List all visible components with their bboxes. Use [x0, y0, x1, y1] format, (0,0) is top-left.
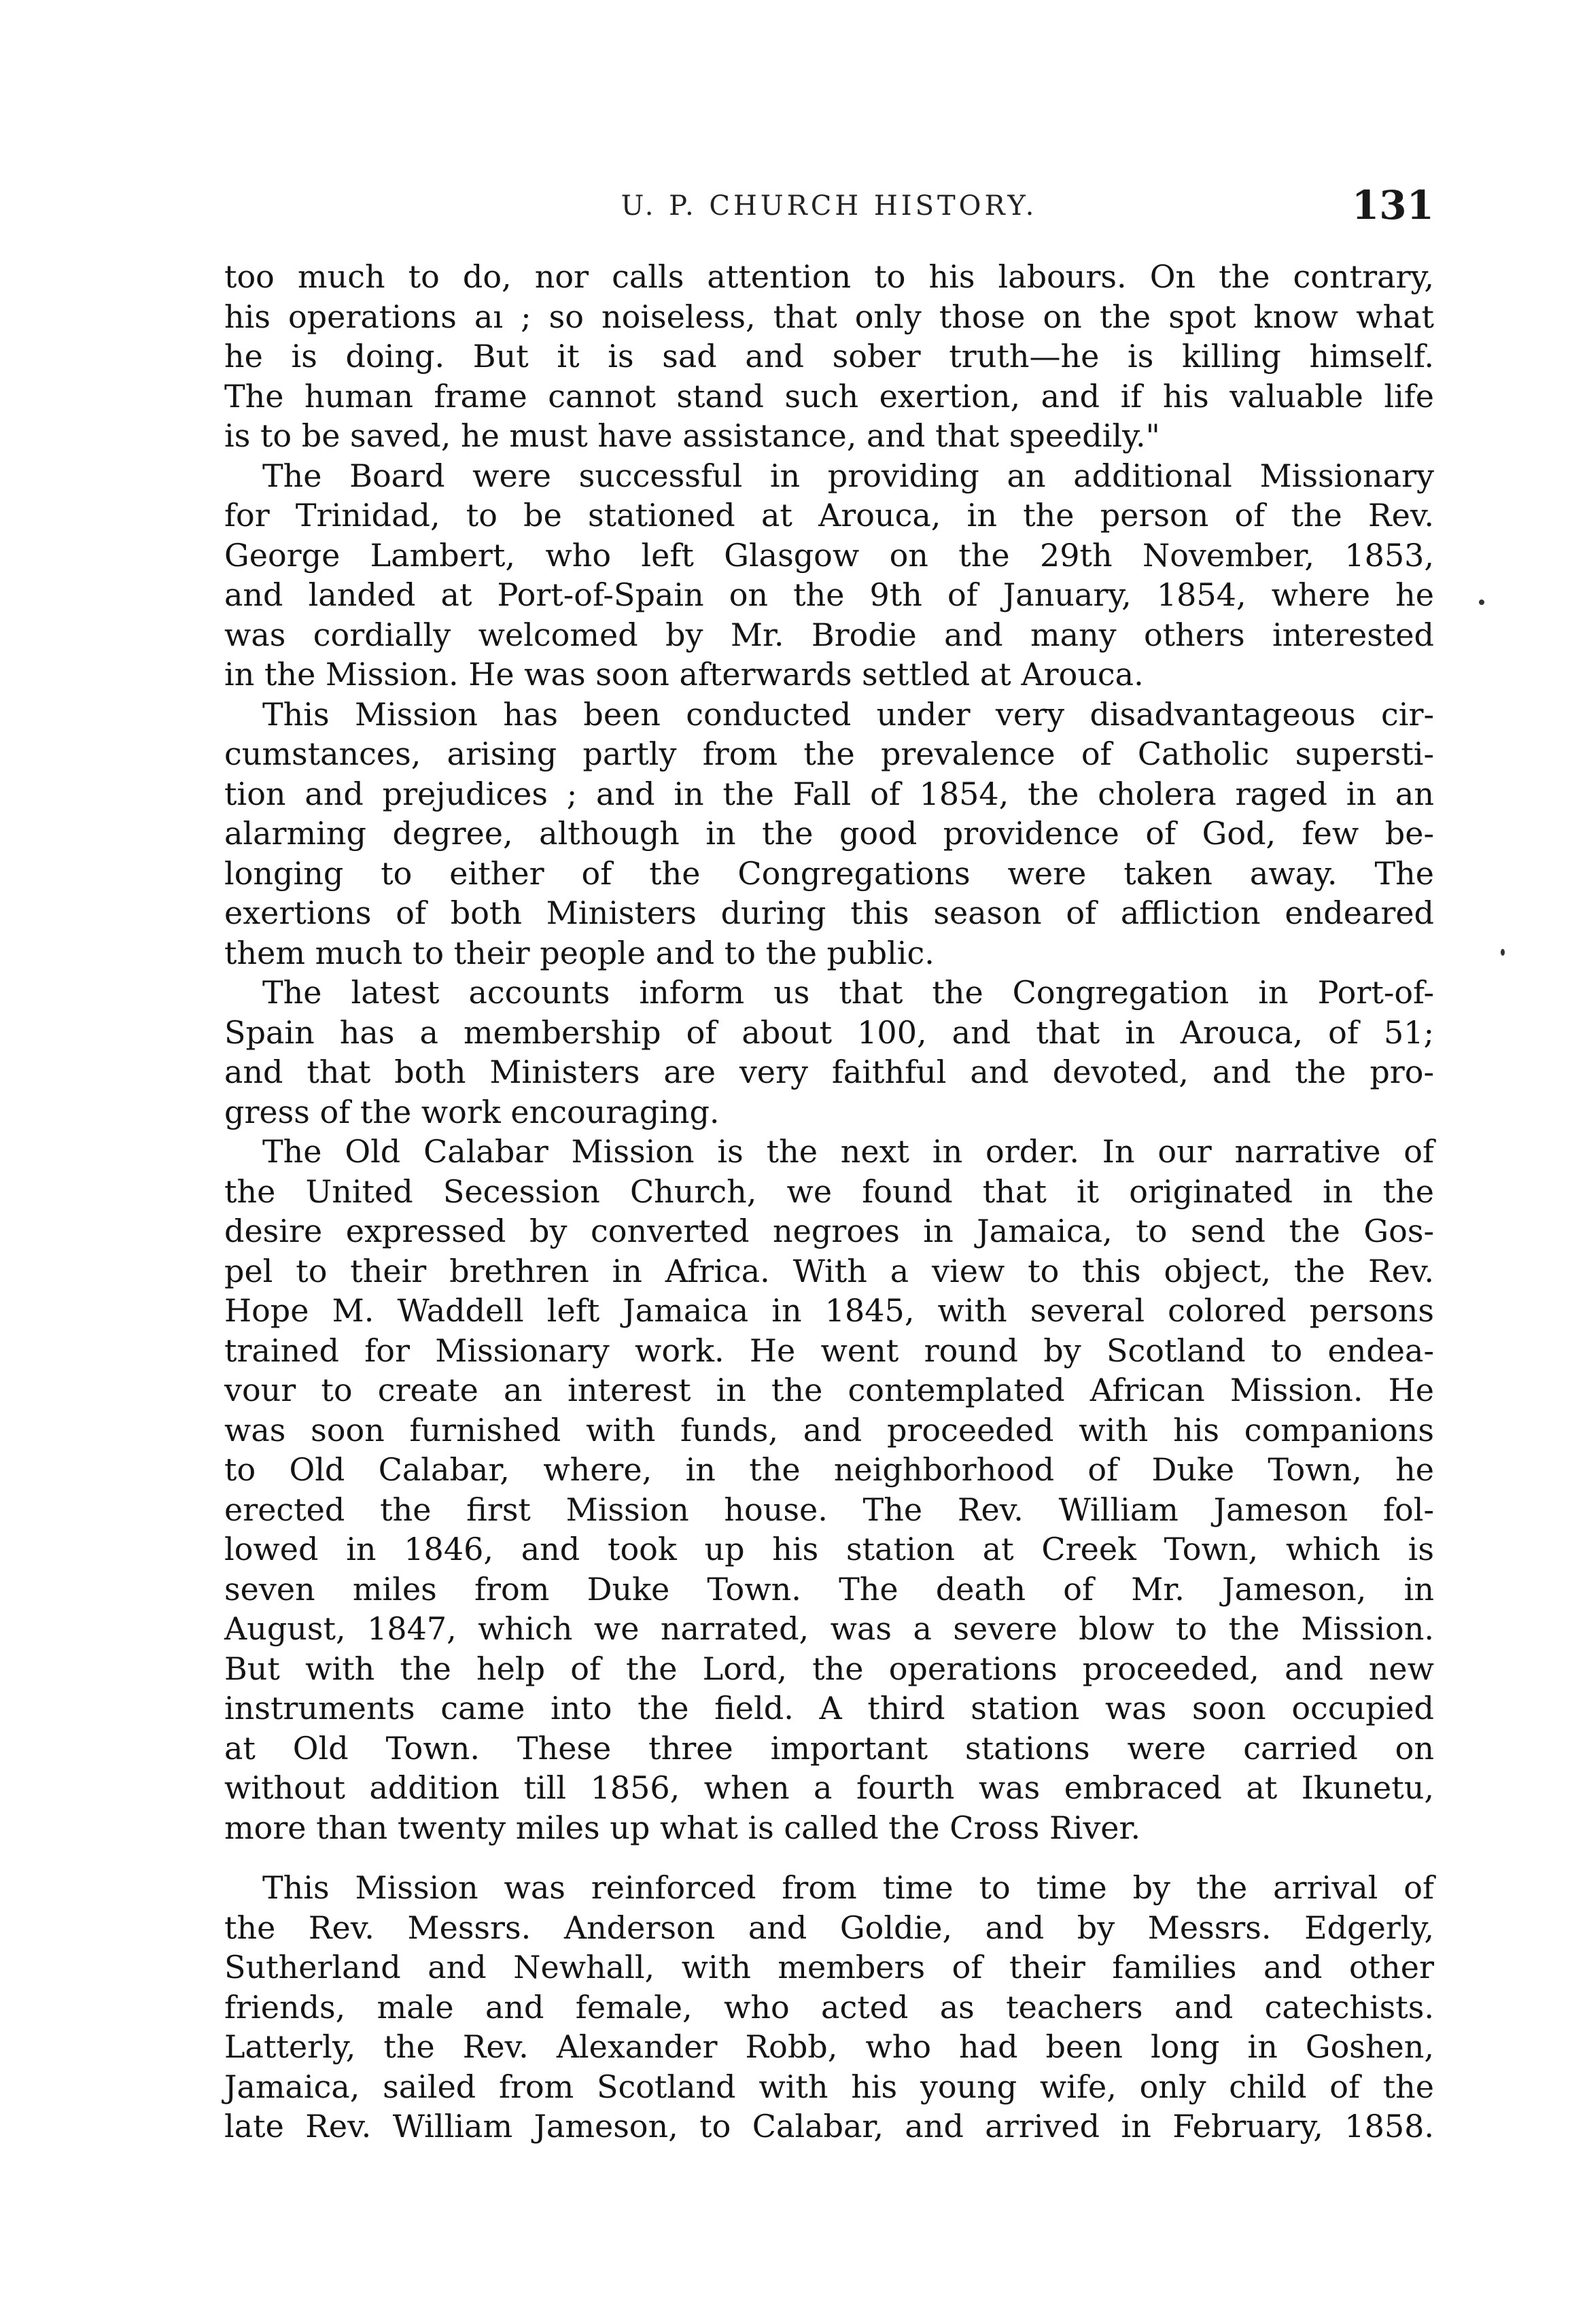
text-line: vour to create an interest in the contemplated African Mission. He	[224, 1372, 1434, 1408]
text-line: Sutherland and Newhall, with members of their families and other	[224, 1949, 1434, 1985]
text-line: Hope M. Waddell left Jamaica in 1845, with several colored persons	[224, 1292, 1434, 1329]
text-line: The latest accounts inform us that the Congregation in Port-of-	[262, 974, 1434, 1011]
text-line: Jamaica, sailed from Scotland with his young wife, only child of the	[224, 2068, 1434, 2105]
text-line: This Mission has been conducted under very disadvantageous cir-	[262, 695, 1434, 733]
text-line: them much to their people and to the public.	[224, 934, 935, 971]
text-line: Spain has a membership of about 100, and that in Arouca, of 51;	[224, 1013, 1434, 1051]
text-line: his operations aı ; so noiseless, that only those on the spot know what	[224, 298, 1434, 335]
text-line: for Trinidad, to be stationed at Arouca, in the person of the Rev.	[224, 497, 1434, 534]
text-line: friends, male and female, who acted as teachers and catechists.	[224, 1988, 1434, 2026]
text-line: without addition till 1856, when a fourth was embraced at Ikunetu,	[224, 1769, 1434, 1806]
text-line: and that both Ministers are very faithful and devoted, and the pro-	[224, 1054, 1434, 1090]
text-line: was cordially welcomed by Mr. Brodie and many others interested	[224, 616, 1434, 653]
text-line: is to be saved, he must have assistance, and that speedily."	[224, 417, 1160, 454]
text-line: desire expressed by converted negroes in Jamaica, to send the Gos-	[224, 1213, 1434, 1249]
body-text	[224, 257, 1434, 2147]
text-line: erected the first Mission house. The Rev. William Jameson fol-	[224, 1491, 1434, 1528]
text-line: trained for Missionary work. He went round by Scotland to endea-	[224, 1332, 1434, 1369]
text-line: Latterly, the Rev. Alexander Robb, who had been long in Goshen,	[224, 2028, 1434, 2065]
text-line: instruments came into the field. A third station was soon occupied	[224, 1690, 1434, 1727]
text-line: the Rev. Messrs. Anderson and Goldie, and by Messrs. Edgerly,	[224, 1909, 1434, 1946]
text-line: he is doing. But it is sad and sober truth—he is killing himself.	[224, 338, 1434, 375]
ink-speck	[1479, 600, 1484, 605]
text-line: longing to either of the Congregations were taken away. The	[224, 854, 1434, 892]
text-line: gress of the work encouraging.	[224, 1093, 720, 1130]
text-line: the United Secession Church, we found that it originated in the	[224, 1173, 1434, 1210]
ink-speck	[1501, 949, 1505, 956]
running-title: U. P. CHURCH HISTORY.	[621, 190, 1038, 222]
text-line: in the Mission. He was soon afterwards settled at Arouca.	[224, 656, 1144, 693]
text-line: pel to their brethren in Africa. With a view to this object, the Rev.	[224, 1252, 1434, 1289]
text-line: August, 1847, which we narrated, was a severe blow to the Mission.	[224, 1610, 1434, 1647]
text-line: But with the help of the Lord, the operations proceeded, and new	[224, 1650, 1434, 1687]
paragraph-gap	[224, 1848, 1434, 1868]
text-line: cumstances, arising partly from the prevalence of Catholic supersti-	[224, 735, 1434, 772]
text-line: George Lambert, who left Glasgow on the 29th November, 1853,	[224, 536, 1434, 574]
text-line: seven miles from Duke Town. The death of Mr. Jameson, in	[224, 1570, 1434, 1608]
text-line: late Rev. William Jameson, to Calabar, and arrived in February, 1858.	[224, 2108, 1434, 2145]
page-number: 131	[1351, 182, 1434, 228]
text-line: and landed at Port-of-Spain on the 9th of January, 1854, where he	[224, 576, 1434, 613]
text-line: more than twenty miles up what is called the Cross River.	[224, 1809, 1141, 1846]
running-head	[224, 182, 1434, 230]
text-line: was soon furnished with funds, and proceeded with his companions	[224, 1411, 1434, 1449]
text-line: too much to do, nor calls attention to his labours. On the contrary,	[224, 258, 1434, 295]
text-line: at Old Town. These three important stations were carried on	[224, 1729, 1434, 1767]
text-line: tion and prejudices ; and in the Fall of 1854, the cholera raged in an	[224, 775, 1434, 812]
text-line: to Old Calabar, where, in the neighborhood of Duke Town, he	[224, 1451, 1434, 1488]
text-line: This Mission was reinforced from time to time by the arrival of	[262, 1869, 1434, 1906]
text-line: exertions of both Ministers during this season of affliction endeared	[224, 895, 1434, 931]
text-line: The human frame cannot stand such exertion, and if his valuable life	[224, 377, 1434, 415]
text-line: alarming degree, although in the good providence of God, few be-	[224, 815, 1434, 852]
text-line: The Board were successful in providing an additional Missionary	[262, 457, 1434, 494]
text-line: lowed in 1846, and took up his station at Creek Town, which is	[224, 1531, 1434, 1567]
text-line: The Old Calabar Mission is the next in order. In our narrative of	[262, 1133, 1434, 1170]
